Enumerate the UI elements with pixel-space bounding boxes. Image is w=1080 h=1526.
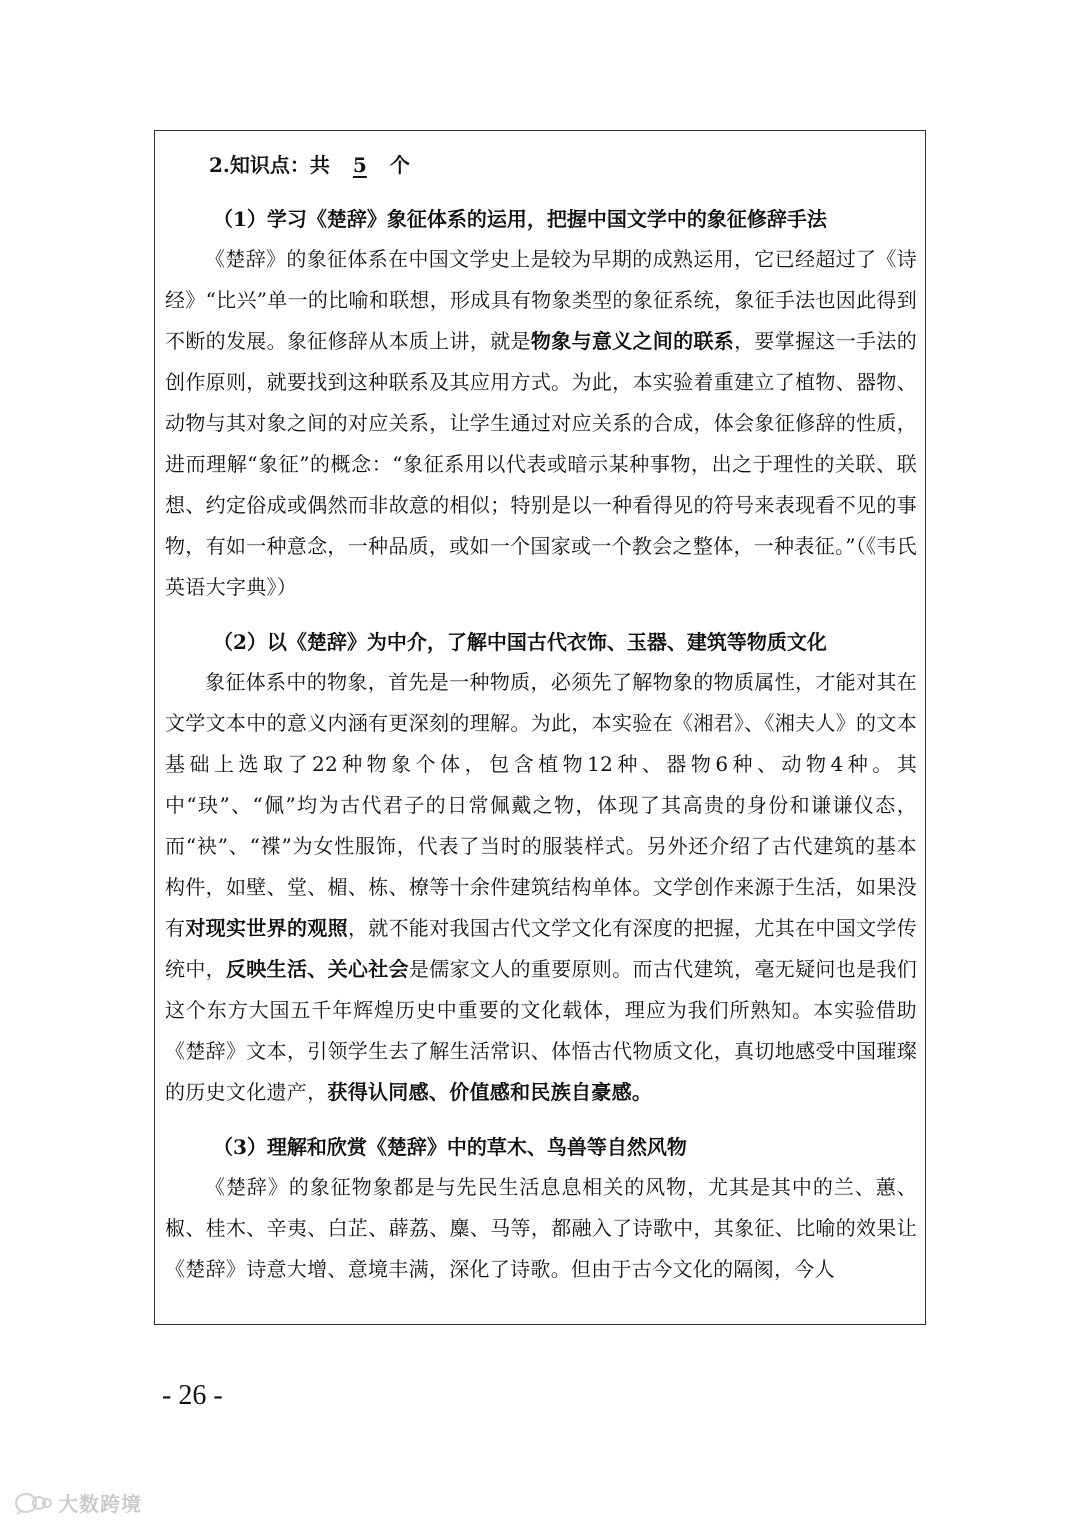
section-1-paragraph [165,239,917,608]
section-2-emphasis-c: 获得认同感、价值感和民族自豪感。 [327,1080,653,1104]
section-3-paragraph [165,1167,917,1290]
section-1-text-b: ，要掌握这一手法的创作原则，就要找到这种联系及其应用方式。为此，本实验着重建立了植物、器物、动物与其对象之间的对应关系，让学生通过对应关系的合成，体会象征修辞的性质，进而理解“象征”的概念：“象征系用以代表或暗示某种事物，出之于理性的关联、联想、约定俗成或偶然而非故意的相似；特别是以一种看得见的符号来表现看不见的事物，有如一种意念，一种品质，或如一个国家或一个教会之整体，一种表征。”（《韦氏英语大字典》） [165,329,918,599]
knowledge-points-label: 2.知识点：共 [209,153,330,177]
knowledge-points-heading [209,145,917,185]
section-2-emphasis-a: 对现实世界的观照 [185,916,348,940]
section-3-text-a: 《楚辞》的象征物象都是与先民生活息息相关的风物，尤其是其中的兰、蕙、椒、桂木、辛夷、白芷、薜荔、麋、马等，都融入了诗歌中，其象征、比喻的效果让《楚辞》诗意大增、意境丰满，深化了诗歌。但由于古今文化的隔阂，今人 [165,1175,917,1281]
section-2-emphasis-b: 反映生活、关心社会 [225,957,409,981]
knowledge-points-unit: 个 [389,153,410,177]
section-2-heading: （2）以《楚辞》为中介，了解中国古代衣饰、玉器、建筑等物质文化 [213,630,827,654]
section-3-heading: （3）理解和欣赏《楚辞》中的草木、鸟兽等自然风物 [213,1135,687,1159]
section-1-text-a: 《楚辞》的象征体系在中国文学史上是较为早期的成熟运用，它已经超过了《诗经》“比兴”单一的比喻和联想，形成具有物象类型的象征系统，象征手法也因此得到不断的发展。象征修辞从本质上讲，就是 [165,247,917,353]
content-body [165,145,917,1290]
watermark-text: 大数跨境 [58,1492,142,1516]
bubble-logo-icon [14,1491,52,1515]
content-frame [154,130,926,1325]
knowledge-points-count: 5 [352,153,367,177]
section-2-text-b: ，就不能对我国古代文学文化有深度的把握，尤其在中国文学传统中， [165,916,917,981]
section-2-text-a: 象征体系中的物象，首先是一种物质，必须先了解物象的物质属性，才能对其在文学文本中的意义内涵有更深刻的理解。为此，本实验在《湘君》、《湘夫人》的文本基础上选取了22种物象个体，包含植物12种、器物6种、动物4种。其中“玦”、“佩”均为古代君子的日常佩戴之物，体现了其高贵的身份和谦谦仪态，而“袂”、“褋”为女性服饰，代表了当时的服装样式。另外还介绍了古代建筑的基本构件，如壁、堂、楣、栋、橑等十余件建筑结构单体。文学创作来源于生活，如果没有 [165,670,917,940]
section-2-text-c: 是儒家文人的重要原则。而古代建筑，毫无疑问也是我们这个东方大国五千年辉煌历史中重要的文化载体，理应为我们所熟知。本实验借助《楚辞》文本，引领学生去了解生活常识、体悟古代物质文化，真切地感受中国璀璨的历史文化遗产， [165,957,918,1104]
section-1-heading: （1）学习《楚辞》象征体系的运用，把握中国文学中的象征修辞手法 [213,207,827,231]
section-2-paragraph [165,662,917,1113]
section-1-emphasis-a: 物象与意义之间的联系 [530,329,735,353]
page-number: - 26 - [162,1380,223,1411]
watermark [14,1488,142,1517]
